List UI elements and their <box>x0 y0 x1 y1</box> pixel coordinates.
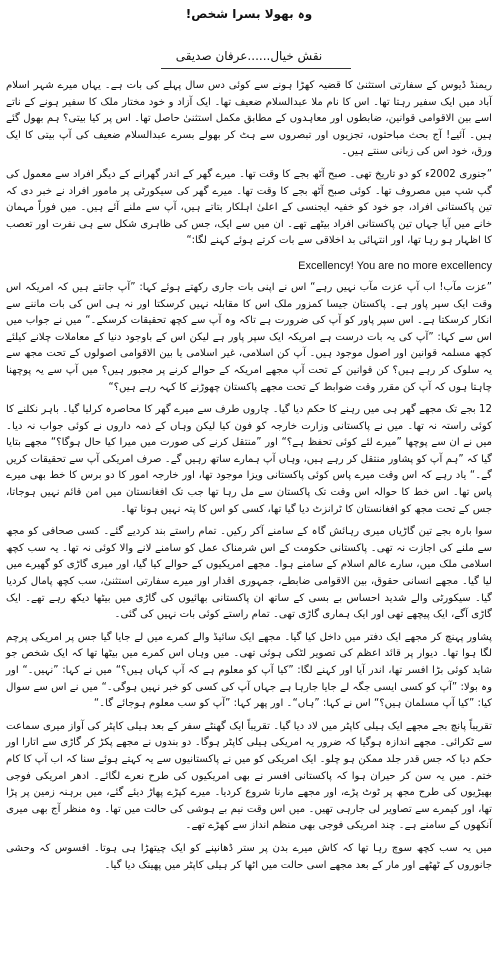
paragraph-transfer: سوا بارہ بجے تین گاڑیاں میری رہائش گاہ کے سامنے آکر رکیں۔ تمام راستے بند کردیے گئے۔ کسی صحافی کو مجھ سے ملنے کی اجازت نہ تھی۔ پاکستانی حکومت کے اس شرمناک عمل کو سامنے لانے والا کوئی نہ تھا۔ یہ سب کچھ اسلامی ملک میں، سارے عالم اسلام کے سامنے ہوا۔ مجھے امریکیوں کے حوالے کیا گیا، اور میری گاڑی کو گھیرے میں لیا گیا۔ مجھے انسانی حقوق، بین الاقوامی ضابطے، جمہوری اقدار اور میرے سفارتی استثنیٰ، سب کچھ پامال کردیا گیا۔ سیکورٹی والے شدید احساس بے بسی کے ساتھ ان پاکستانی بھائیوں کی گاڑی میں بیٹھا دیکھ رہے تھے۔ ایک گاڑی آگے، ایک پیچھے تھی اور ایک ہماری گاڑی تھی۔ تمام راستے کوئی بات نہیں کی گئی۔ <box>6 526 492 621</box>
paragraph-house-arrest: 12 بجے تک مجھے گھر ہی میں رہنے کا حکم دیا گیا۔ چاروں طرف سے میرے گھر کا محاصرہ کرلیا گیا۔ باہر نکلنے کا کوئی راستہ نہ تھا۔ میں نے پاکستانی وزارت خارجہ کو فون کیا لیکن وہاں کے ذمہ داروں نے کوئی جواب نہ دیا۔ میں نے ان سے پوچھا ”میرے لئے کوئی تحفظ ہے؟“ اور ”منتقل کرنے کی صورت میں میرا کیا حال ہوگا؟“ مجھے بتایا گیا کہ ”ہم آپ کو پشاور منتقل کر رہے ہیں، وہاں آپ ہمارے ساتھ رہیں گے۔ صرف امریکی آپ سے تحقیقات کریں گے۔“ یاد رہے کہ اس وقت میرے پاس کوئی پاکستانی ویزا موجود تھا، اور خارجہ امور کا دو برس کا خط بھی میرے پاس تھا۔ اس خط کا حوالہ اس وقت تک پاکستان سے مل رہا تھا جب تک افغانستان میں امن قائم نہیں ہوجاتا، جس کے تحت مجھ کو افغانستان کا ٹرانزٹ دیا گیا تھا، کسی کو اس کا پتہ نہیں ہونا تھا۔ <box>6 404 492 515</box>
paragraph-dialogue: ”عزت مآب! اب آپ عزت مآب نہیں رہے“ اس نے اپنی بات جاری رکھتے ہوئے کہا: ”آپ جانتے ہیں کہ امریکہ اس وقت ایک سپر پاور ہے۔ پاکستان جیسا کمزور ملک اس کا مقابلہ نہیں کرسکتا اور نہ ہی اس کی بات ماننے سے انکار کرسکتا ہے۔ اس سپر پاور کو آپ کی ضرورت ہے تاکہ وہ آپ سے کچھ تحقیقات کرسکے۔“ میں نے جواب میں اس سے کہا: ”آپ کی یہ بات درست ہے امریکہ ایک سپر پاور ہے لیکن اس کے باوجود دنیا کے معاملات چلانے کیلئے کچھ مسلمہ قوانین اور اصول موجود ہیں۔ آپ کن اسلامی، غیر اسلامی یا بین الاقوامی اصولوں کے تحت مجھ سے یہ سلوک کر رہے ہیں؟ کن قوانین کے تحت آپ مجھے امریکہ کے حوالے کرنے پر مجبور ہیں؟ میں آپ سے یہ پوچھنا چاہتا ہوں کہ آپ کن مقرر وقت ضوابط کے تحت مجھے پاکستان چھوڑنے کا کہہ رہے ہیں؟“ <box>6 281 492 393</box>
paragraph-closing: میں یہ سب کچھ سوچ رہا تھا کہ کاش میرے بدن پر ستر ڈھانپنے کو ایک چیتھڑا ہی ہوتا۔ افسوس کہ وحشی جانوروں کے ٹھٹھے اور مار کے بعد مجھے اسی حالت میں اٹھا کر ہیلی کاپٹر میں پھینک دیا گیا۔ <box>6 842 492 871</box>
english-quote: Excellency! You are no more excellency <box>298 259 492 272</box>
article-byline: نقش خیال......عرفان صدیقی <box>175 49 323 63</box>
paragraph-peshawar: پشاور پہنچ کر مجھے ایک دفتر میں داخل کیا گیا۔ مجھے ایک سائیڈ والے کمرے میں لے جایا گیا جس پر امریکی پرچم لگا ہوا تھا۔ دیوار پر قائد اعظم کی تصویر لٹکی ہوئی تھی۔ میں وہاں اس کمرے میں بیٹھا تھا کہ ایک شخص جو شاید کوئی بڑا افسر تھا، اندر آیا اور کہنے لگا: ”کیا آپ کو معلوم ہے کہ آپ کہاں ہیں؟“ میں نے کہا: ”نہیں۔“ اور وہ بولا: ”آپ کو کسی ایسی جگہ لے جایا جارہا ہے جہاں آپ کی کسی کو خبر نہیں ہوگی۔“ میں نے اس سے سوال کیا: ”کیا آپ مسلمان ہیں؟“ اس نے کہا: ”ہاں“۔ اور پھر کہا: ”آپ کو سب معلوم ہوجائے گا۔“ <box>6 631 492 710</box>
paragraph-helicopter: تقریباً پانچ بجے مجھے ایک ہیلی کاپٹر میں لاد دیا گیا۔ تقریباً ایک گھنٹے سفر کے بعد ہیلی کاپٹر کی آواز میری سماعت سے ٹکرائی۔ مجھے اندازہ ہوگیا کہ ضرور یہ امریکی ہیلی کاپٹر ہوگا۔ دو بندوں نے مجھے پکڑ کر گاڑی سے اتارا اور حکم دیا کہ جس قدر جلد ممکن ہو چلو۔ ایک امریکی کو میں نے پاکستانیوں سے یہ کہتے ہوئے سنا کہ اب آپ کا کام ختم۔ میں یہ سن کر حیران ہوا کہ پاکستانی افسر نے بھی امریکیوں کی طرح نعرے لگائے۔ ادھر امریکی فوجی بھیڑیوں کی طرح مجھ پر ٹوٹ پڑے، اور مجھے مارنا شروع کردیا۔ میرے کپڑے پھاڑ دیئے گئے، میں برہنہ زمین پر پڑا تھا، اور کیمرے سے تصاویر لی جارہی تھیں۔ میں اس وقت نیم بے ہوشی کی حالت میں تھا۔ وہ منظر آج بھی میری آنکھوں کے سامنے ہے۔ چند امریکی فوجی بھی منظم انداز سے کھڑے تھے۔ <box>6 720 492 832</box>
paragraph-account-start: ”جنوری 2002ء کو دو تاریخ تھی۔ صبح آٹھ بجے کا وقت تھا۔ میرے گھر کے اندر گھرانے کے دیگر افراد سے معمول کی گپ شپ میں مصروف تھا۔ کوئی صبح آٹھ بجے کا وقت تھا۔ میرے گھر کی سیکورٹی پر مامور افراد نے خبر دی کہ تین پاکستانی افراد، جو خود کو خفیہ ایجنسی کے اعلیٰ اہلکار بتاتے ہیں، آپ سے ملنے آئے ہیں۔ میں فوراً مہمان خانے میں آیا جہاں تین پاکستانی افراد بیٹھے تھے۔ ان میں سے ایک، جس کی ظاہری شکل سے ہی نفرت اور تعصب کا اظہار ہو رہا تھا، اور انتہائی بد اخلاقی سے بات کرتے ہوئے کہنے لگا:“ <box>6 168 493 247</box>
byline-block <box>6 38 492 78</box>
article-headline: وہ بھولا بسرا شخص! <box>185 7 313 21</box>
paragraph-intro: ریمنڈ ڈیوس کے سفارتی استثنیٰ کا قضیہ کھڑا ہونے سے کوئی دس سال پہلے کی بات ہے۔ یہاں میرے شہر اسلام آباد میں ایک سفیر رہتا تھا۔ اس کا نام ملا عبدالسلام ضعیف تھا۔ ایک آزاد و خود مختار ملک کا سفیر ہونے کے ناتے اسے بین الاقوامی قوانین، ضابطوں اور معاہدوں کے مطابق مکمل استثنیٰ حاصل تھا۔ اس پر کیا بیتی؟ ہم بھول گئے ہیں۔ آئیے! آج بحث مباحثوں، تجزیوں اور تبصروں سے ہٹ کر بھولے بسرے عبدالسلام ضعیف کی آپ بیتی کا ایک ورق، خود اس کی زبانی سنتے ہیں۔ <box>6 80 492 158</box>
byline-underline <box>161 68 351 69</box>
